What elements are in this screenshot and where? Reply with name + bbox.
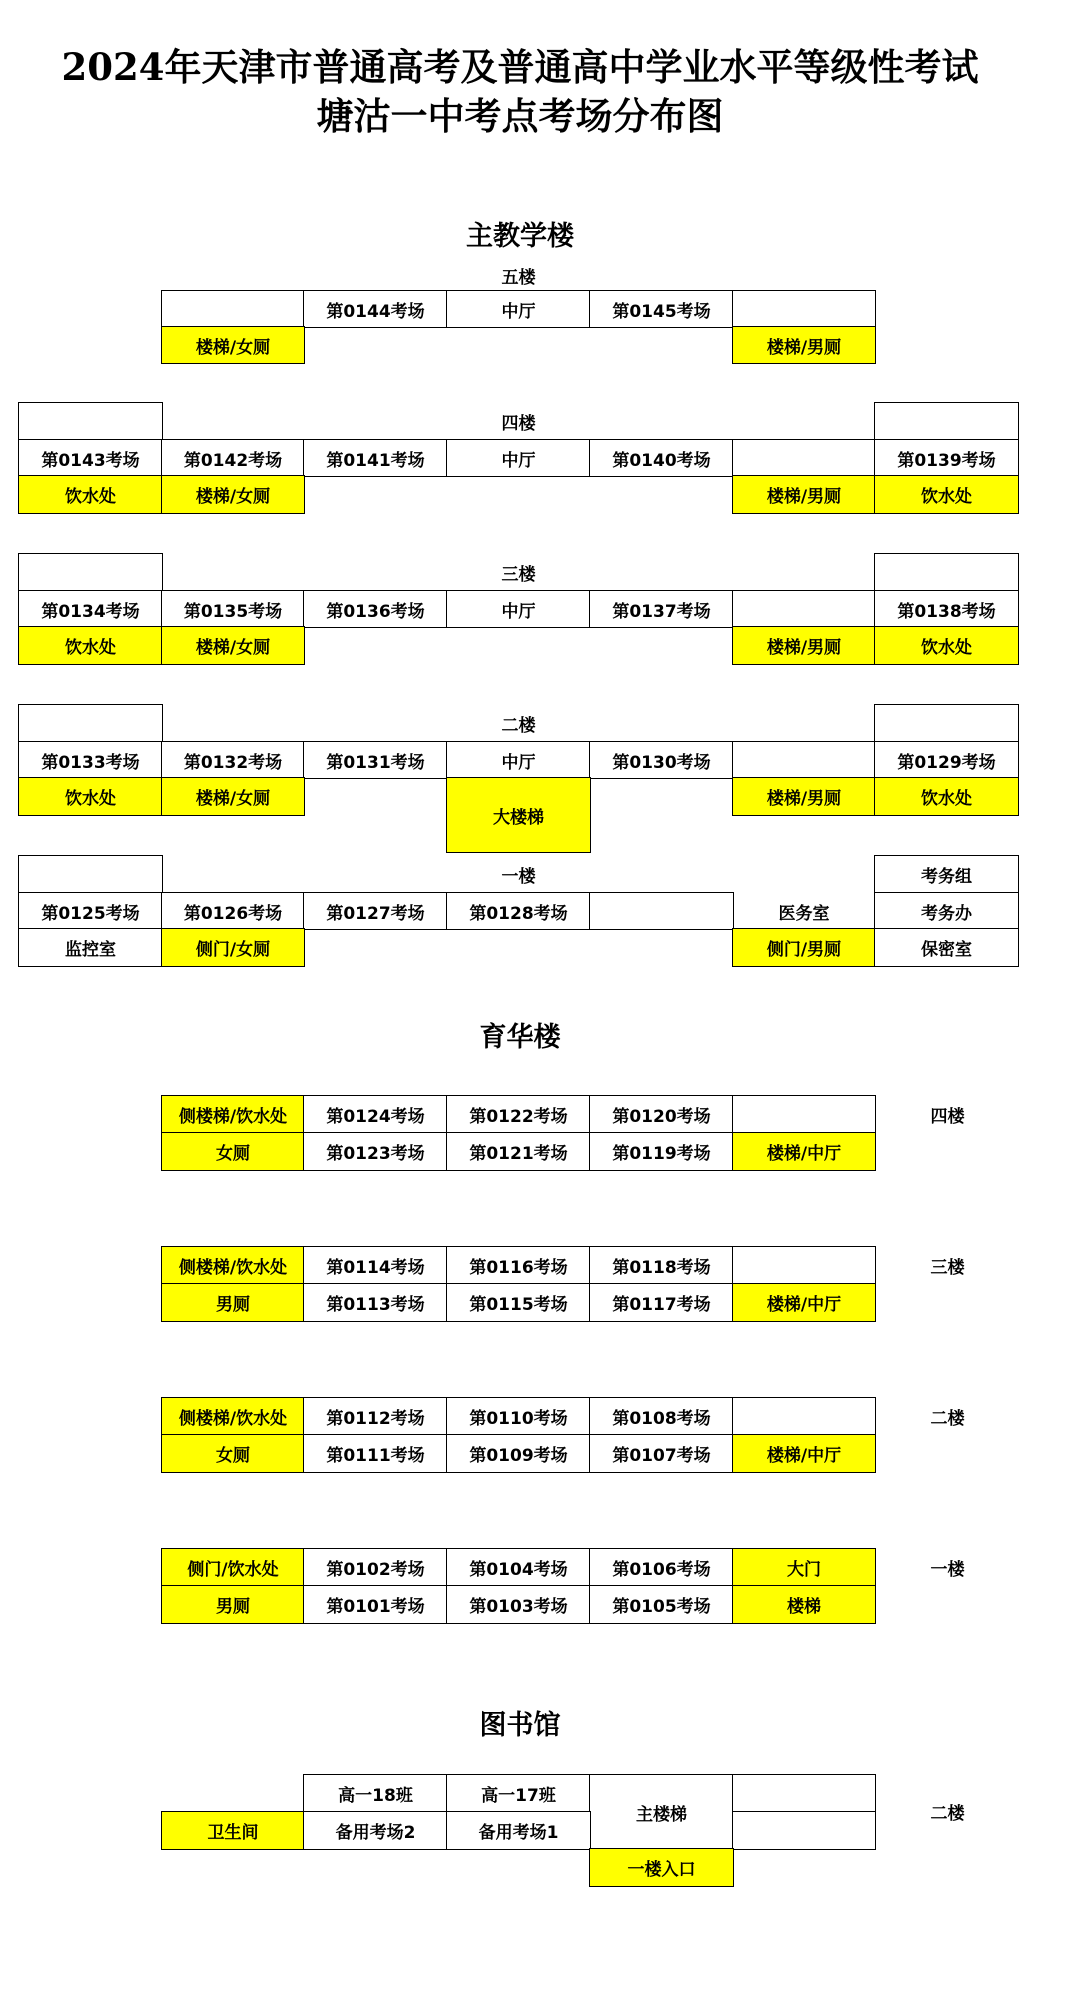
library-backup-room-1: 备用考场1 bbox=[446, 1811, 591, 1850]
yuhua-room: 第0110考场 bbox=[446, 1397, 591, 1436]
library-class-17: 高一17班 bbox=[446, 1774, 591, 1813]
title-line-2: 塘沽一中考点考场分布图 bbox=[316, 94, 724, 138]
floor4-hall: 中厅 bbox=[446, 439, 591, 477]
floor5-blank-right bbox=[732, 290, 876, 328]
floor1-blank bbox=[589, 892, 734, 930]
floor4-blank-left bbox=[18, 402, 163, 441]
floor4-room: 第0142考场 bbox=[161, 439, 305, 477]
library-entrance: 一楼入口 bbox=[589, 1848, 734, 1887]
floor3-water-right: 饮水处 bbox=[874, 626, 1019, 665]
floor3-water-left: 饮水处 bbox=[18, 626, 163, 665]
floor5-hall: 中厅 bbox=[446, 290, 591, 328]
floor1-monitor-room: 监控室 bbox=[18, 928, 163, 967]
floor2-label: 二楼 bbox=[501, 716, 536, 736]
yuhua-stairs-hall: 楼梯/中厅 bbox=[732, 1434, 876, 1473]
yuhua-side-door: 侧门/饮水处 bbox=[161, 1548, 305, 1587]
yuhua-blank bbox=[732, 1246, 876, 1285]
floor4-stairs-male: 楼梯/男厕 bbox=[732, 475, 876, 514]
yuhua-toilet: 女厕 bbox=[161, 1132, 305, 1171]
floor4-water-left: 饮水处 bbox=[18, 475, 163, 514]
floor3-room: 第0135考场 bbox=[161, 590, 305, 628]
floor1-room: 第0127考场 bbox=[303, 892, 448, 930]
floor4-water-right: 饮水处 bbox=[874, 475, 1019, 514]
yuhua-floor-label: 一楼 bbox=[930, 1560, 965, 1580]
floor3-stairs-female: 楼梯/女厕 bbox=[161, 626, 305, 665]
library-main-stairs: 主楼梯 bbox=[589, 1774, 734, 1850]
floor1-blank-left bbox=[18, 855, 163, 894]
yuhua-stairs-hall: 楼梯/中厅 bbox=[732, 1283, 876, 1322]
floor2-blank bbox=[732, 741, 876, 779]
floor5-room: 第0144考场 bbox=[303, 290, 448, 328]
yuhua-room: 第0105考场 bbox=[589, 1585, 734, 1624]
floor1-security-room: 保密室 bbox=[874, 928, 1019, 967]
floor2-big-stairs: 大楼梯 bbox=[446, 777, 591, 853]
floor3-blank-left bbox=[18, 553, 163, 592]
yuhua-room: 第0115考场 bbox=[446, 1283, 591, 1322]
library-floor-label: 二楼 bbox=[930, 1804, 965, 1824]
floor2-water-right: 饮水处 bbox=[874, 777, 1019, 816]
floor1-room: 第0126考场 bbox=[161, 892, 305, 930]
floor1-side-door-male: 侧门/男厕 bbox=[732, 928, 876, 967]
yuhua-room: 第0107考场 bbox=[589, 1434, 734, 1473]
floor3-room: 第0136考场 bbox=[303, 590, 448, 628]
floor3-room: 第0134考场 bbox=[18, 590, 163, 628]
floor4-blank bbox=[732, 439, 876, 477]
floor3-blank bbox=[732, 590, 876, 628]
yuhua-stairs-hall: 楼梯/中厅 bbox=[732, 1132, 876, 1171]
floor4-stairs-female: 楼梯/女厕 bbox=[161, 475, 305, 514]
yuhua-room: 第0116考场 bbox=[446, 1246, 591, 1285]
floor3-room: 第0138考场 bbox=[874, 590, 1019, 628]
yuhua-blank bbox=[732, 1397, 876, 1436]
yuhua-blank bbox=[732, 1095, 876, 1134]
floor4-room: 第0139考场 bbox=[874, 439, 1019, 477]
library-blank bbox=[732, 1811, 876, 1850]
yuhua-stairs: 楼梯 bbox=[732, 1585, 876, 1624]
yuhua-room: 第0109考场 bbox=[446, 1434, 591, 1473]
yuhua-toilet: 女厕 bbox=[161, 1434, 305, 1473]
floor2-blank-right bbox=[874, 704, 1019, 743]
floor1-clinic: 医务室 bbox=[778, 903, 830, 924]
floor2-room: 第0130考场 bbox=[589, 741, 734, 779]
floor4-room: 第0140考场 bbox=[589, 439, 734, 477]
floor5-stairs-female: 楼梯/女厕 bbox=[161, 326, 305, 364]
yuhua-room: 第0113考场 bbox=[303, 1283, 448, 1322]
floor1-affairs-group: 考务组 bbox=[874, 855, 1019, 894]
yuhua-building-title: 育华楼 bbox=[479, 1022, 561, 1053]
floor2-room: 第0129考场 bbox=[874, 741, 1019, 779]
floor3-blank-right bbox=[874, 553, 1019, 592]
yuhua-main-gate: 大门 bbox=[732, 1548, 876, 1587]
yuhua-floor-label: 二楼 bbox=[930, 1409, 965, 1429]
floor4-label: 四楼 bbox=[501, 414, 536, 434]
library-class-18: 高一18班 bbox=[303, 1774, 448, 1813]
floor5-blank-left bbox=[161, 290, 305, 328]
yuhua-toilet: 男厕 bbox=[161, 1585, 305, 1624]
floor2-blank-left bbox=[18, 704, 163, 743]
yuhua-side-stairs: 侧楼梯/饮水处 bbox=[161, 1095, 305, 1134]
floor2-room: 第0131考场 bbox=[303, 741, 448, 779]
floor1-label: 一楼 bbox=[501, 867, 536, 887]
library-toilet: 卫生间 bbox=[161, 1811, 305, 1850]
library-blank bbox=[732, 1774, 876, 1813]
yuhua-room: 第0117考场 bbox=[589, 1283, 734, 1322]
floor2-room: 第0132考场 bbox=[161, 741, 305, 779]
main-building-title: 主教学楼 bbox=[466, 221, 574, 252]
yuhua-room: 第0112考场 bbox=[303, 1397, 448, 1436]
yuhua-room: 第0104考场 bbox=[446, 1548, 591, 1587]
floor3-room: 第0137考场 bbox=[589, 590, 734, 628]
yuhua-room: 第0121考场 bbox=[446, 1132, 591, 1171]
yuhua-floor-label: 三楼 bbox=[930, 1258, 965, 1278]
floor1-room: 第0128考场 bbox=[446, 892, 591, 930]
floor4-blank-right bbox=[874, 402, 1019, 441]
floor5-label: 五楼 bbox=[501, 267, 536, 288]
floor5-stairs-male: 楼梯/男厕 bbox=[732, 326, 876, 364]
yuhua-room: 第0120考场 bbox=[589, 1095, 734, 1134]
yuhua-room: 第0102考场 bbox=[303, 1548, 448, 1587]
yuhua-room: 第0103考场 bbox=[446, 1585, 591, 1624]
yuhua-toilet: 男厕 bbox=[161, 1283, 305, 1322]
yuhua-floor-label: 四楼 bbox=[930, 1107, 965, 1127]
floor2-stairs-male: 楼梯/男厕 bbox=[732, 777, 876, 816]
floor2-hall: 中厅 bbox=[446, 741, 591, 779]
title-line-1: 2024年天津市普通高考及普通高中学业水平等级性考试 bbox=[61, 45, 979, 89]
floor3-hall: 中厅 bbox=[446, 590, 591, 628]
yuhua-room: 第0122考场 bbox=[446, 1095, 591, 1134]
floor4-room: 第0143考场 bbox=[18, 439, 163, 477]
floor2-room: 第0133考场 bbox=[18, 741, 163, 779]
floor4-room: 第0141考场 bbox=[303, 439, 448, 477]
yuhua-side-stairs: 侧楼梯/饮水处 bbox=[161, 1246, 305, 1285]
yuhua-room: 第0101考场 bbox=[303, 1585, 448, 1624]
library-title: 图书馆 bbox=[479, 1710, 561, 1741]
yuhua-room: 第0119考场 bbox=[589, 1132, 734, 1171]
floor1-affairs-office: 考务办 bbox=[874, 892, 1019, 930]
yuhua-side-stairs: 侧楼梯/饮水处 bbox=[161, 1397, 305, 1436]
yuhua-room: 第0114考场 bbox=[303, 1246, 448, 1285]
yuhua-room: 第0111考场 bbox=[303, 1434, 448, 1473]
floor3-stairs-male: 楼梯/男厕 bbox=[732, 626, 876, 665]
floor2-stairs-female: 楼梯/女厕 bbox=[161, 777, 305, 816]
yuhua-room: 第0108考场 bbox=[589, 1397, 734, 1436]
floor3-label: 三楼 bbox=[501, 565, 536, 585]
floor5-room: 第0145考场 bbox=[589, 290, 734, 328]
floor2-water-left: 饮水处 bbox=[18, 777, 163, 816]
floor1-side-door-female: 侧门/女厕 bbox=[161, 928, 305, 967]
yuhua-room: 第0123考场 bbox=[303, 1132, 448, 1171]
floor1-room: 第0125考场 bbox=[18, 892, 163, 930]
yuhua-room: 第0106考场 bbox=[589, 1548, 734, 1587]
library-backup-room-2: 备用考场2 bbox=[303, 1811, 448, 1850]
yuhua-room: 第0118考场 bbox=[589, 1246, 734, 1285]
yuhua-room: 第0124考场 bbox=[303, 1095, 448, 1134]
